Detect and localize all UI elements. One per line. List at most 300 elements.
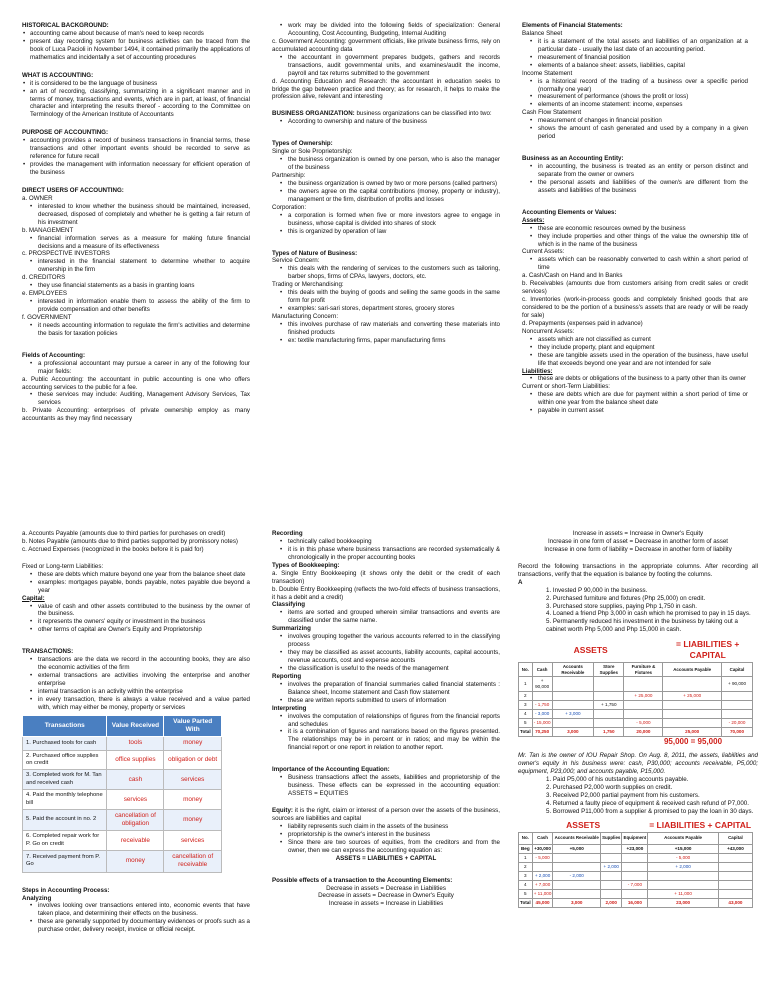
accrued-expenses: c. Accrued Expenses (recognized in the books before it is paid for) <box>22 545 204 553</box>
table-header: Value Received <box>107 715 164 737</box>
column-5 <box>272 530 500 1000</box>
table-row <box>519 719 753 728</box>
table-cell: office supplies <box>107 750 164 770</box>
table-cell <box>600 844 621 853</box>
user-label: c. PROSPECTIVE INVESTORS <box>22 250 110 258</box>
heading-steps: Steps in Accounting Process: <box>22 886 110 894</box>
list-item: • measurement of financial position <box>522 54 748 62</box>
list-item: 3. Purchased store supplies, paying Php 1,750 in cash. <box>546 602 698 610</box>
list-item: • interested in information enable them to assess the ability of the firm to provide compensation and other benefits <box>22 298 250 314</box>
table-cell: Total <box>519 728 533 737</box>
table-row <box>519 692 753 701</box>
list-item: • this involves purchase of raw materials and converting these materials into finished products <box>272 321 500 337</box>
table-cell: 70,000 <box>721 728 752 737</box>
table-cell <box>552 692 593 701</box>
table-cell: + 90,000 <box>532 677 552 692</box>
table-cell: + 2,000 <box>600 862 621 871</box>
user-label: d. CREDITORS <box>22 274 66 282</box>
table-cell: + 90,000 <box>721 677 752 692</box>
table-cell: 16,000 <box>622 898 648 907</box>
table-cell: 3. Completed work for M. Tan and received cash <box>23 770 107 790</box>
table-cell: 4 <box>519 710 533 719</box>
table-row <box>519 677 753 692</box>
list-item: • interested in the financial statement to determine whether to acquire ownership in the firm <box>22 258 250 274</box>
list-item: • they use financial statements as a basis in granting loans <box>22 282 250 290</box>
heading-importance-equation: Importance of the Accounting Equation: <box>272 766 390 774</box>
table-header: Accounts Receivable <box>552 663 593 677</box>
effect-line: Decrease in assets = Decrease in Liabilities <box>326 884 446 892</box>
ca-d: d. Prepayments (expenses paid in advance) <box>522 319 643 327</box>
list-item: • a corporation is formed when five or more investors agree to engage in business, whose capital is divided into shares of stock <box>272 212 500 228</box>
classifying-label: Classifying <box>272 601 306 609</box>
user-label: f. GOVERNMENT <box>22 313 72 321</box>
instructions: Record the following transactions in the appropriate columns. After recording all transactions, verify that the equation is balance by footing the columns. <box>518 562 758 578</box>
is-label: Income Statement <box>522 69 573 77</box>
bs-label: Balance Sheet <box>522 29 563 37</box>
table-cell <box>553 889 601 898</box>
list-item: • other terms of capital are Owner's Equity and Proprietorship <box>22 626 250 634</box>
column-6 <box>518 530 758 1000</box>
table-row <box>519 710 753 719</box>
table-cell: +30,000 <box>532 844 553 853</box>
table-header: No. <box>519 663 533 677</box>
table-cell: + 2,000 <box>532 871 553 880</box>
table-row <box>23 831 222 851</box>
table-cell: receivable <box>107 831 164 851</box>
table-cell <box>663 677 722 692</box>
table-cell: tools <box>107 737 164 750</box>
table-row <box>519 844 753 853</box>
table-cell <box>663 710 722 719</box>
table-row <box>519 898 753 907</box>
table-cell <box>552 701 593 710</box>
table-header: Capital <box>721 663 752 677</box>
table-cell: 5 <box>519 889 533 898</box>
list-item: • examples: mortgages payable, bonds payable, notes payable due beyond a year <box>22 579 250 595</box>
table-cell: 25,000 <box>663 728 722 737</box>
table-cell <box>624 677 663 692</box>
table-cell: + 11,000 <box>532 889 553 898</box>
table-cell: money <box>107 851 164 872</box>
heading-elements-fs: Elements of Financial Statements: <box>522 22 623 29</box>
table-cell <box>663 701 722 710</box>
table-cell <box>532 692 552 701</box>
table-cell: money <box>164 790 222 810</box>
list-item: • involves the computation of relationships of figures from the financial reports and schedules <box>272 713 500 729</box>
effect-line: Increase in one form of asset = Decrease in another form of asset <box>547 537 729 545</box>
table-row <box>519 701 753 710</box>
gov-accounting: c. Government Accounting: government officials, like private business firms, rely on accumulated accounting data <box>272 37 500 53</box>
table-cell: + 3,000 <box>552 710 593 719</box>
table-cell: 3 <box>519 701 533 710</box>
list-item: • the classification is useful to the needs of the management <box>272 665 500 673</box>
table-cell: 1. Purchased tools for cash <box>23 737 107 750</box>
table-header: Equipment <box>622 832 648 844</box>
heading-transactions: TRANSACTIONS: <box>22 648 74 656</box>
list-item: • proprietorship is the owner's interest in the business <box>272 831 500 839</box>
table-cell <box>553 880 601 889</box>
list-item: • it is a statement of the total assets and liabilities of an organization at a particular date - usually the last date of an accounting period. <box>522 38 748 54</box>
table-cell: money <box>164 737 222 750</box>
org-text: business organizations can be classified into two: <box>356 110 492 118</box>
table-cell: + 7,000 <box>532 880 553 889</box>
table-cell: Total <box>519 898 533 907</box>
liab-capital-title: = LIABILITIES + CAPITAL <box>676 639 740 661</box>
heading-what-is-accounting: WHAT IS ACCOUNTING: <box>22 71 94 79</box>
list-item: 4. Returned a faulty piece of equipment & received cash refund of P7,000. <box>546 799 749 807</box>
list-item: 1. Invested P 90,000 in the business. <box>546 586 648 594</box>
table-cell <box>718 853 752 862</box>
list-item: • they include property, plant and equipment <box>522 344 748 352</box>
list-item: • this deals with the buying of goods and selling the same goods in the same form for profit <box>272 289 500 305</box>
list-item: • these are economic resources owned by the business <box>522 225 748 233</box>
table-cell: services <box>164 770 222 790</box>
list-item: • these are debts which mature beyond one year from the balance sheet date <box>22 571 250 579</box>
table-header: Cash <box>532 663 552 677</box>
public-accounting: a. Public Accounting: the accountant in public accounting is one who offers accounting services to the public for a fee. <box>22 375 250 391</box>
heading-types-of-ownership: Types of Ownership: <box>272 140 333 148</box>
table-cell <box>600 880 621 889</box>
table-cell: - 1,750 <box>532 701 552 710</box>
table-header: Cash <box>532 832 553 844</box>
historical-list <box>22 30 250 62</box>
assets-title: ASSETS <box>566 819 601 830</box>
list-item: • this deals with the rendering of services to the customers such as tailoring, barber shops, firms of CPAs, lawyers, doctors, etc. <box>272 265 500 281</box>
table-cell: 2 <box>519 862 533 871</box>
nca-label: Noncurrent Assets: <box>522 327 575 335</box>
effect-line: Decrease in assets = Decrease in Owner's Equity <box>318 892 454 900</box>
list-item: • present day recording system for business activities can be traced from the book of Luca Pacioli in November 1494, it contained primarily the applications of mathematics and incidentally a set of accounting procedures <box>22 38 250 62</box>
list-item: • it needs accounting information to regulate the firm's activities and determine the basis for taxation policies <box>22 322 250 338</box>
table-cell <box>718 871 752 880</box>
table-row <box>23 790 222 810</box>
table-cell: services <box>164 831 222 851</box>
list-item: • payable in current asset <box>522 407 748 415</box>
table-header-row <box>23 715 222 737</box>
table-cell: 1 <box>519 853 533 862</box>
table-header: Supplies <box>600 832 621 844</box>
cl-label: Current or short-Term Liabilities: <box>522 383 611 391</box>
table-cell: 1,750 <box>594 728 624 737</box>
table-cell <box>553 862 601 871</box>
ledger-table-a <box>518 638 753 737</box>
list-item: 2. Purchased furniture and fixtures (Php 25,000) on credit. <box>546 594 706 602</box>
table-header: Furniture & Fixtures <box>624 663 663 677</box>
table-cell <box>622 871 648 880</box>
list-item: • the business organization is owned by two or more persons (called partners) <box>272 180 500 188</box>
table-cell <box>624 701 663 710</box>
list-item: • liability represents such claim in the assets of the business <box>272 823 500 831</box>
trading-label: Trading or Merchandising: <box>272 281 344 289</box>
fixed-liab-label: Fixed or Long-term Liabilities: <box>22 562 104 570</box>
list-item: • these are generally supported by documentary evidences or proofs such as a purchase order, delivery receipt, invoice or official receipt. <box>22 918 250 934</box>
service-label: Service Concern: <box>272 257 320 265</box>
list-item: 5. Borrowed P11,000 from a supplier & promised to pay the loan in 30 days. <box>546 807 754 815</box>
list-item: • provides the management with information necessary for efficient operation of the business <box>22 161 250 177</box>
notes-payable: b. Notes Payable (amounts due to third parties supported by promissory notes) <box>22 537 238 545</box>
table-cell: 2. Purchased office supplies on credit <box>23 750 107 770</box>
table-cell <box>648 880 719 889</box>
accounts-payable: a. Accounts Payable (amounts due to third parties for purchases on credit) <box>22 530 226 537</box>
table-cell: 23,000 <box>648 898 719 907</box>
exercise-b-list <box>518 776 758 816</box>
table-cell: services <box>107 790 164 810</box>
recording-label: Recording <box>272 530 303 537</box>
interpreting-label: Interpreting <box>272 704 307 712</box>
list-item: • external transactions are activities involving the enterprise and another enterprise <box>22 672 250 688</box>
manufacturing-label: Manufacturing Concern: <box>272 313 339 320</box>
table-cell: +23,000 <box>622 844 648 853</box>
list-item: • assets which can be reasonably converted to cash within a short period of time <box>522 256 748 272</box>
table-cell: +5,000 <box>553 844 601 853</box>
list-item: 5. Permanently reduced his investment in the business by taking out a cabinet worth Php 5,000 and Php 15,000 in cash. <box>546 618 738 634</box>
table-cell: - 3,000 <box>532 710 552 719</box>
table-row <box>519 871 753 880</box>
exercise-b-text: Mr. Tan is the owner of IOU Repair Shop. On Aug. 8, 2011, the assets, liabilities and owner's equity in his business were: cash, P30,000; accounts receivable, P5,000; equipment, P23,000; and accounts payable, P15,000. <box>518 752 758 776</box>
list-item: • it is in this phase where business transactions are recorded systematically & chronologically in the proper accounting books <box>272 546 500 562</box>
ca-c: c. Inventories (work-in-process goods and completely finished goods that are considered to be the portion of a business's assets that are ready or will be ready for sale) <box>522 296 748 319</box>
table-row <box>519 728 753 737</box>
table-cell: money <box>164 810 222 831</box>
column-3 <box>522 22 748 462</box>
table-cell <box>552 677 593 692</box>
heading-accounting-elements: Accounting Elements or Values: <box>522 208 617 216</box>
equity-label: Equity: <box>272 807 293 814</box>
table-cell <box>532 862 553 871</box>
table-cell: 4. Paid the monthly telephone bill <box>23 790 107 810</box>
effect-line: Increase in assets = Increase in Owner's Equity <box>572 530 704 537</box>
table-cell <box>552 719 593 728</box>
table-cell: 2,000 <box>600 898 621 907</box>
table-row <box>23 770 222 790</box>
table-cell <box>663 719 722 728</box>
list-item: • ex: textile manufacturing firms, paper manufacturing firms <box>272 337 500 345</box>
list-item: 2. Purchased P2,000 worth supplies on credit. <box>546 783 673 791</box>
list-item: • transactions are the data we record in the accounting books, they are also the economic activities of the firm <box>22 656 250 672</box>
table-cell: +15,000 <box>648 844 719 853</box>
list-item: • this is organized by operation of law <box>272 228 500 236</box>
table-cell: 5 <box>519 719 533 728</box>
table-header: Accounts Payable <box>648 832 719 844</box>
heading-accounting-entity: Business as an Accounting Entity: <box>522 155 624 163</box>
table-cell: obligation or debt <box>164 750 222 770</box>
table-cell: 7. Received payment from P. Go <box>23 851 107 872</box>
list-item: • financial information serves as a measure for making future financial decisions and a measure of its effectiveness <box>22 235 250 251</box>
table-cell <box>622 853 648 862</box>
list-item: • items are sorted and grouped wherein similar transactions and events are classified under the same name. <box>272 609 500 625</box>
table-cell: 20,000 <box>624 728 663 737</box>
list-item: 4. Loaned a friend Php 3,000 in cash which he promised to pay in 15 days. <box>546 610 751 618</box>
table-cell: + 11,000 <box>648 889 719 898</box>
column-1 <box>22 22 250 462</box>
list-item: • Business transactions affect the assets, liabilities and proprietorship of the business. These effects can be expressed in the accounting equation: ASSETS = EQUITIES <box>272 774 500 798</box>
list-item: • a professional accountant may pursue a career in any of the following four major fields: <box>22 360 250 376</box>
table-header: Accounts Receivable <box>553 832 601 844</box>
double-entry: b. Double Entry Bookkeeping (reflects the two-fold effects of business transactions, it has a debit and a credit) <box>272 585 500 601</box>
table-header: Transactions <box>23 715 107 737</box>
table-cell <box>624 710 663 719</box>
exercise-a-list <box>518 587 758 635</box>
table-cell: Beg <box>519 844 533 853</box>
list-item: • in accounting, the business is treated as an entity or person distinct and separate from the owner or owners <box>522 163 748 179</box>
table-cell <box>600 853 621 862</box>
table-cell: cancellation of obligation <box>107 810 164 831</box>
list-item: • these are debts which are due for payment within a short period of time or within one year from the balance sheet date <box>522 391 748 407</box>
table-cell: - 15,000 <box>532 719 552 728</box>
list-item: • shows the amount of cash generated and used by a company in a given period <box>522 125 748 141</box>
table-cell: 5. Paid the account in no. 2 <box>23 810 107 831</box>
table-row <box>23 810 222 831</box>
summarizing-label: Summarizing <box>272 625 311 633</box>
list-item: • the business organization is owned by one person, who is also the manager of the business <box>272 156 500 172</box>
list-item: • accounting provides a record of business transactions in financial terms, these transactions and other important events should be recorded to serve as reference for future recall <box>22 137 250 161</box>
list-item: • it represents the owners' equity or investment in the business <box>22 618 250 626</box>
list-item: • the accountant in government prepares budgets, gathers and records transactions, audit governmental units, and examines/audit the income, payroll and tax returns submitted to the government <box>272 54 500 78</box>
list-item: • they may be classified as asset accounts, liability accounts, capital accounts, revenue accounts, cost and expense accounts <box>272 649 500 665</box>
corporation-label: Corporation: <box>272 203 307 211</box>
table-cell: - 5,000 <box>648 853 719 862</box>
table-cell: - 7,000 <box>622 880 648 889</box>
list-item: • these are debts or obligations of the business to a party other than its owner <box>522 375 748 383</box>
table-cell: 3,000 <box>552 728 593 737</box>
user-label: a. OWNER <box>22 194 53 202</box>
list-item: • it is a combination of figures and narrations based on the figures presented. The relationships may be in percent or in ratios; and may be within the financial report or one report in relation to another report. <box>272 728 500 752</box>
list-item: • work may be divided into the following fields of specialization: General Accounting, Cost Accounting, Budgeting, Internal Auditing <box>272 22 500 38</box>
transactions-table <box>22 715 222 873</box>
table-cell: 43,000 <box>718 898 752 907</box>
heading-possible-effects: Possible effects of a transaction to the Accounting Elements: <box>272 876 453 884</box>
table-cell <box>600 889 621 898</box>
table-header: Accounts Payable <box>663 663 722 677</box>
list-item: • the owners agree on the capital contributions (money, property or industry), management or the firm, distribution of profits and losses <box>272 188 500 204</box>
list-item: • they include properties and other things of the value the ownership title of which is in the name of the business <box>522 233 748 249</box>
table-cell <box>622 889 648 898</box>
table-cell: + 1,750 <box>594 701 624 710</box>
table-cell: - 20,000 <box>721 719 752 728</box>
list-item: • it is considered to be the language of business <box>22 80 250 88</box>
partnership-label: Partnership: <box>272 172 306 179</box>
list-item: • interested to know whether the business should be maintained, increased, decreased, disposed of completely and whether he is getting a fair return of his investment <box>22 203 250 227</box>
table-cell: - 5,000 <box>532 853 553 862</box>
table-cell: +43,000 <box>718 844 752 853</box>
list-item: • an art of recording, classifying, summarizing in a significant manner and in terms of money, transactions and events, which are in part, at least, of financial character and interpreting the results thereof - according to the Committee on Terminology of the American Institute of Accountants <box>22 88 250 120</box>
list-item: • the personal assets and liabilities of the owner/s are different from the assets and liabilities of the business <box>522 179 748 195</box>
table-row <box>519 889 753 898</box>
list-item: • these are written reports submitted to users of information <box>272 697 500 705</box>
table-cell: - 5,000 <box>624 719 663 728</box>
table-cell <box>594 710 624 719</box>
effect-line: Increase in assets = Increase in Liabilities <box>328 900 444 908</box>
table-header: No. <box>519 832 533 844</box>
list-item: 1. Paid P5,000 of his outstanding accounts payable. <box>546 776 689 784</box>
table-cell <box>594 692 624 701</box>
table-cell: 2 <box>519 692 533 701</box>
list-item: • examples: sari-sari stores, department stores, grocery stores <box>272 305 500 313</box>
table-cell <box>721 701 752 710</box>
cf-label: Cash Flow Statement <box>522 109 582 117</box>
capital-label: Capital: <box>22 594 45 602</box>
types-bookkeeping-label: Types of Bookkeeping: <box>272 561 340 569</box>
table-header: Value Parted With <box>164 715 222 737</box>
accounting-equation: ASSETS = LIABILITIES + CAPITAL <box>335 854 437 862</box>
table-cell <box>594 677 624 692</box>
list-item: • is a historical record of the trading of a business over a specific period (normally one year) <box>522 78 748 94</box>
sole-label: Single or Sole Proprietorship: <box>272 148 353 156</box>
list-item: • in every transaction, there is always a value received and a value parted with, which may either be money, property or services <box>22 696 250 712</box>
table-cell: 45,000 <box>532 898 553 907</box>
list-item: • technically called bookkeeping <box>272 538 500 546</box>
list-item: • assets which are not classified as current <box>522 336 748 344</box>
balance-totals: 95,000 = 95,000 <box>663 737 723 746</box>
user-label: b. MANAGEMENT <box>22 226 74 234</box>
list-item: • involves the preparation of financial summaries called financial statements : Balance sheet, Income statement and Cash flow statement <box>272 681 500 697</box>
purpose-list <box>22 137 250 177</box>
list-item: • elements of an income statement: income, expenses <box>522 101 748 109</box>
table-cell: 6. Completed repair work for P. Go on credit <box>23 831 107 851</box>
heading-nature-of-business: Types of Nature of Business: <box>272 249 358 257</box>
table-cell <box>721 692 752 701</box>
table-cell: + 25,000 <box>663 692 722 701</box>
ledger-table-b <box>518 819 753 908</box>
table-row <box>519 853 753 862</box>
single-entry: a. Single Entry Bookkeeping (it shows only the debit or the credit of each transaction) <box>272 569 500 585</box>
table-row <box>519 862 753 871</box>
list-item: • involves looking over transactions entered into, economic events that have taken place, and determining their effects on the business. <box>22 902 250 918</box>
heading-historical: HISTORICAL BACKGROUND: <box>22 22 109 29</box>
assets-title: ASSETS <box>573 644 608 655</box>
list-item: • measurement of performance (shows the profit or loss) <box>522 93 748 101</box>
table-cell <box>718 880 752 889</box>
list-item: • involves grouping together the various accounts referred to in the classifying process <box>272 633 500 649</box>
equity-text: it is the right, claim or interest of a person over the assets of the business, sources are liabilities and capital <box>272 807 500 822</box>
list-item: • According to ownership and nature of the business <box>272 118 500 126</box>
table-cell <box>600 871 621 880</box>
exercise-a-label: A <box>518 578 523 586</box>
table-cell <box>721 710 752 719</box>
list-item: 3. Received P2,000 partial payment from his customers. <box>546 791 700 799</box>
private-accounting: b. Private Accounting: enterprises of private ownership employ as many accountants as they may find necessary <box>22 407 250 423</box>
table-cell: + 25,000 <box>624 692 663 701</box>
table-cell: 70,250 <box>532 728 552 737</box>
table-cell <box>553 853 601 862</box>
heading-fields: Fields of Accounting: <box>22 351 86 359</box>
table-cell: 4 <box>519 880 533 889</box>
column-2 <box>272 22 500 462</box>
what-list <box>22 80 250 120</box>
table-cell: cancellation of receivable <box>164 851 222 872</box>
table-cell: 3 <box>519 871 533 880</box>
list-item: • these services may include: Auditing, Management Advisory Services, Tax services <box>22 391 250 407</box>
table-header: Store Supplies <box>594 663 624 677</box>
table-cell <box>718 862 752 871</box>
list-item: • measurement of changes in financial position <box>522 117 748 125</box>
ca-b: b. Receivables (amounts due from customers arising from credit sales or credit services) <box>522 280 748 296</box>
table-cell: + 2,000 <box>648 862 719 871</box>
table-cell <box>594 719 624 728</box>
table-cell: 3,000 <box>553 898 601 907</box>
list-item: • these are tangible assets used in the operation of the business, have useful life that exceeds beyond one year and are not intended for sale <box>522 352 748 368</box>
table-row <box>23 851 222 872</box>
assets-label: Assets: <box>522 216 545 224</box>
list-item: • Since there are two sources of equities, from the creditors and from the owner, then we can express the accounting equation as: <box>272 839 500 855</box>
analyzing-label: Analyzing <box>22 894 52 902</box>
table-row <box>23 737 222 750</box>
heading-business-organization: BUSINESS ORGANIZATION: <box>272 110 355 118</box>
user-label: e. EMPLOYEES <box>22 290 68 298</box>
liab-capital-title: = LIABILITIES + CAPITAL <box>649 819 752 830</box>
table-cell <box>622 862 648 871</box>
table-cell: 1 <box>519 677 533 692</box>
